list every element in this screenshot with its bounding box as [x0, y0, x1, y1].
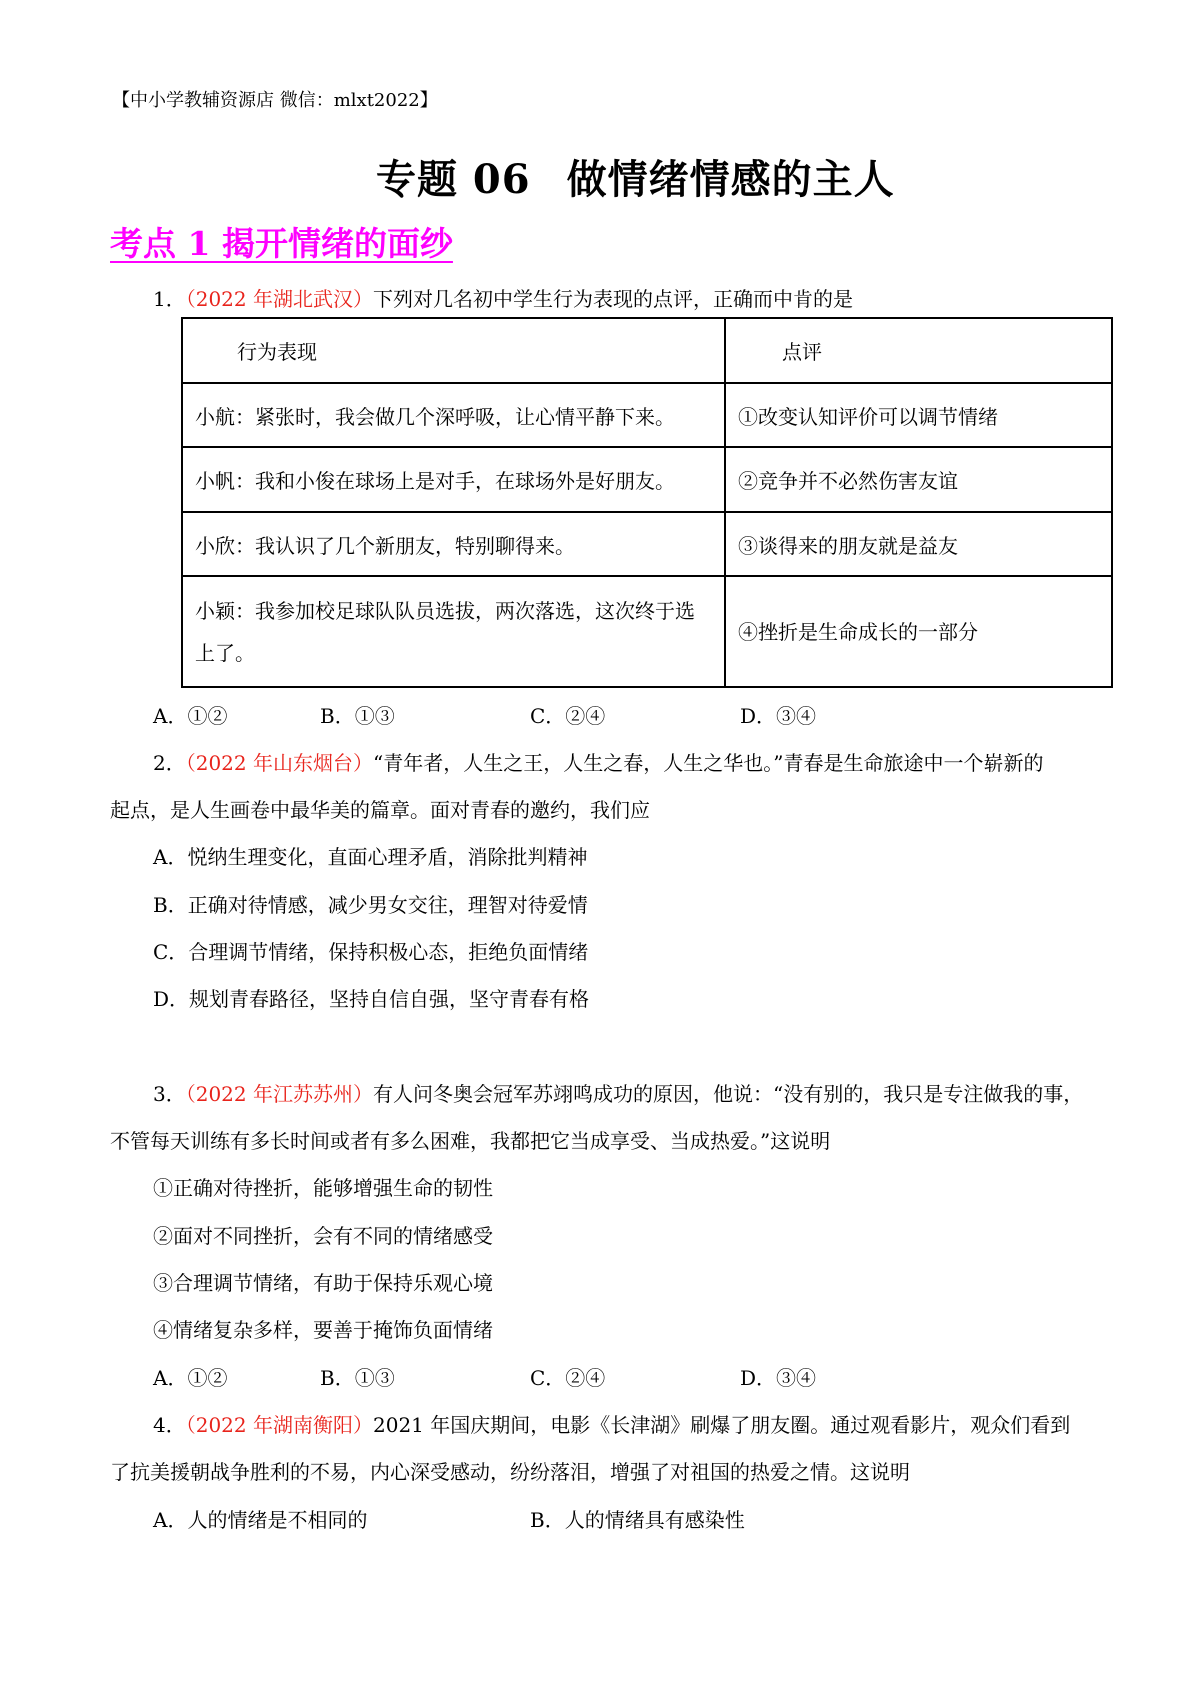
table-header-cell: 行为表现 — [182, 318, 725, 383]
question-text: “青年者，人生之王，人生之春，人生之华也。”青春是生命旅途中一个崭新的 — [373, 751, 1044, 775]
header-note: 【中小学教辅资源店 微信：mlxt2022】 — [112, 90, 438, 111]
question-number: 1． — [153, 287, 186, 311]
table-cell: ④挫折是生命成长的一部分 — [725, 576, 1112, 687]
option-c: C．②④ — [530, 704, 606, 728]
table-header-row — [182, 318, 1112, 383]
option-b: B．正确对待情感，减少男女交往，理智对待爱情 — [153, 893, 588, 917]
table-cell: 小颖：我参加校足球队队员选拔，两次落选，这次终于选上了。 — [182, 576, 725, 687]
table-cell: 小欣：我认识了几个新朋友，特别聊得来。 — [182, 512, 725, 576]
option-b: B．①③ — [320, 1366, 395, 1390]
statement-2: ②面对不同挫折，会有不同的情绪感受 — [153, 1224, 493, 1248]
option-c: C．②④ — [530, 1366, 606, 1390]
question-4-stem — [153, 1409, 1070, 1438]
table-header-cell: 点评 — [725, 318, 1112, 383]
table-row — [182, 576, 1112, 687]
option-d: D．③④ — [740, 704, 817, 728]
option-b: B．①③ — [320, 704, 395, 728]
option-a: A．①② — [153, 704, 228, 728]
question-2-stem-line2: 起点，是人生画卷中最华美的篇章。面对青春的邀约，我们应 — [110, 798, 650, 822]
table-row — [182, 512, 1112, 576]
option-d: D．规划青春路径，坚持自信自强，坚守青春有格 — [153, 987, 590, 1011]
statement-1: ①正确对待挫折，能够增强生命的韧性 — [153, 1176, 493, 1200]
question-4-stem-line2: 了抗美援朝战争胜利的不易，内心深受感动，纷纷落泪，增强了对祖国的热爱之情。这说明 — [110, 1460, 910, 1484]
title-part1: 专题 06 — [376, 156, 531, 203]
question-1-table — [181, 317, 1113, 688]
table-row — [182, 383, 1112, 447]
table-cell: ①改变认知评价可以调节情绪 — [725, 383, 1112, 447]
question-source: （2022 年湖南衡阳） — [185, 1413, 373, 1437]
table-cell: 小航：紧张时，我会做几个深呼吸，让心情平静下来。 — [182, 383, 725, 447]
table-cell: ③谈得来的朋友就是益友 — [725, 512, 1112, 576]
question-3-stem — [153, 1078, 1083, 1107]
table-cell: ②竞争并不必然伤害友谊 — [725, 447, 1112, 512]
option-a: A．人的情绪是不相同的 — [153, 1508, 368, 1532]
option-a: A．悦纳生理变化，直面心理矛盾，消除批判精神 — [153, 845, 588, 869]
statement-4: ④情绪复杂多样，要善于掩饰负面情绪 — [153, 1318, 493, 1342]
question-1-stem — [153, 283, 853, 312]
question-3-stem-line2: 不管每天训练有多长时间或者有多么困难，我都把它当成享受、当成热爱。”这说明 — [110, 1129, 831, 1153]
question-2-stem — [153, 747, 1043, 776]
question-number: 2． — [153, 751, 186, 775]
question-text: 2021 年国庆期间，电影《长津湖》刷爆了朋友圈。通过观看影片，观众们看到 — [373, 1413, 1071, 1437]
question-source: （2022 年江苏苏州） — [185, 1082, 373, 1106]
question-number: 3． — [153, 1082, 186, 1106]
statement-3: ③合理调节情绪，有助于保持乐观心境 — [153, 1271, 493, 1295]
page-title — [376, 148, 895, 205]
question-text: 有人问冬奥会冠军苏翊鸣成功的原因，他说：“没有别的，我只是专注做我的事， — [373, 1082, 1084, 1106]
question-source: （2022 年湖北武汉） — [185, 287, 373, 311]
table-row — [182, 447, 1112, 512]
option-d: D．③④ — [740, 1366, 817, 1390]
table-cell: 小帆：我和小俊在球场上是对手，在球场外是好朋友。 — [182, 447, 725, 512]
question-text: 下列对几名初中学生行为表现的点评，正确而中肯的是 — [373, 287, 853, 311]
question-source: （2022 年山东烟台） — [185, 751, 373, 775]
title-part2: 做情绪情感的主人 — [566, 156, 895, 203]
option-c: C．合理调节情绪，保持积极心态，拒绝负面情绪 — [153, 940, 589, 964]
option-a: A．①② — [153, 1366, 228, 1390]
section-heading: 考点 1 揭开情绪的面纱 — [110, 224, 453, 263]
question-number: 4． — [153, 1413, 186, 1437]
option-b: B．人的情绪具有感染性 — [530, 1508, 745, 1532]
